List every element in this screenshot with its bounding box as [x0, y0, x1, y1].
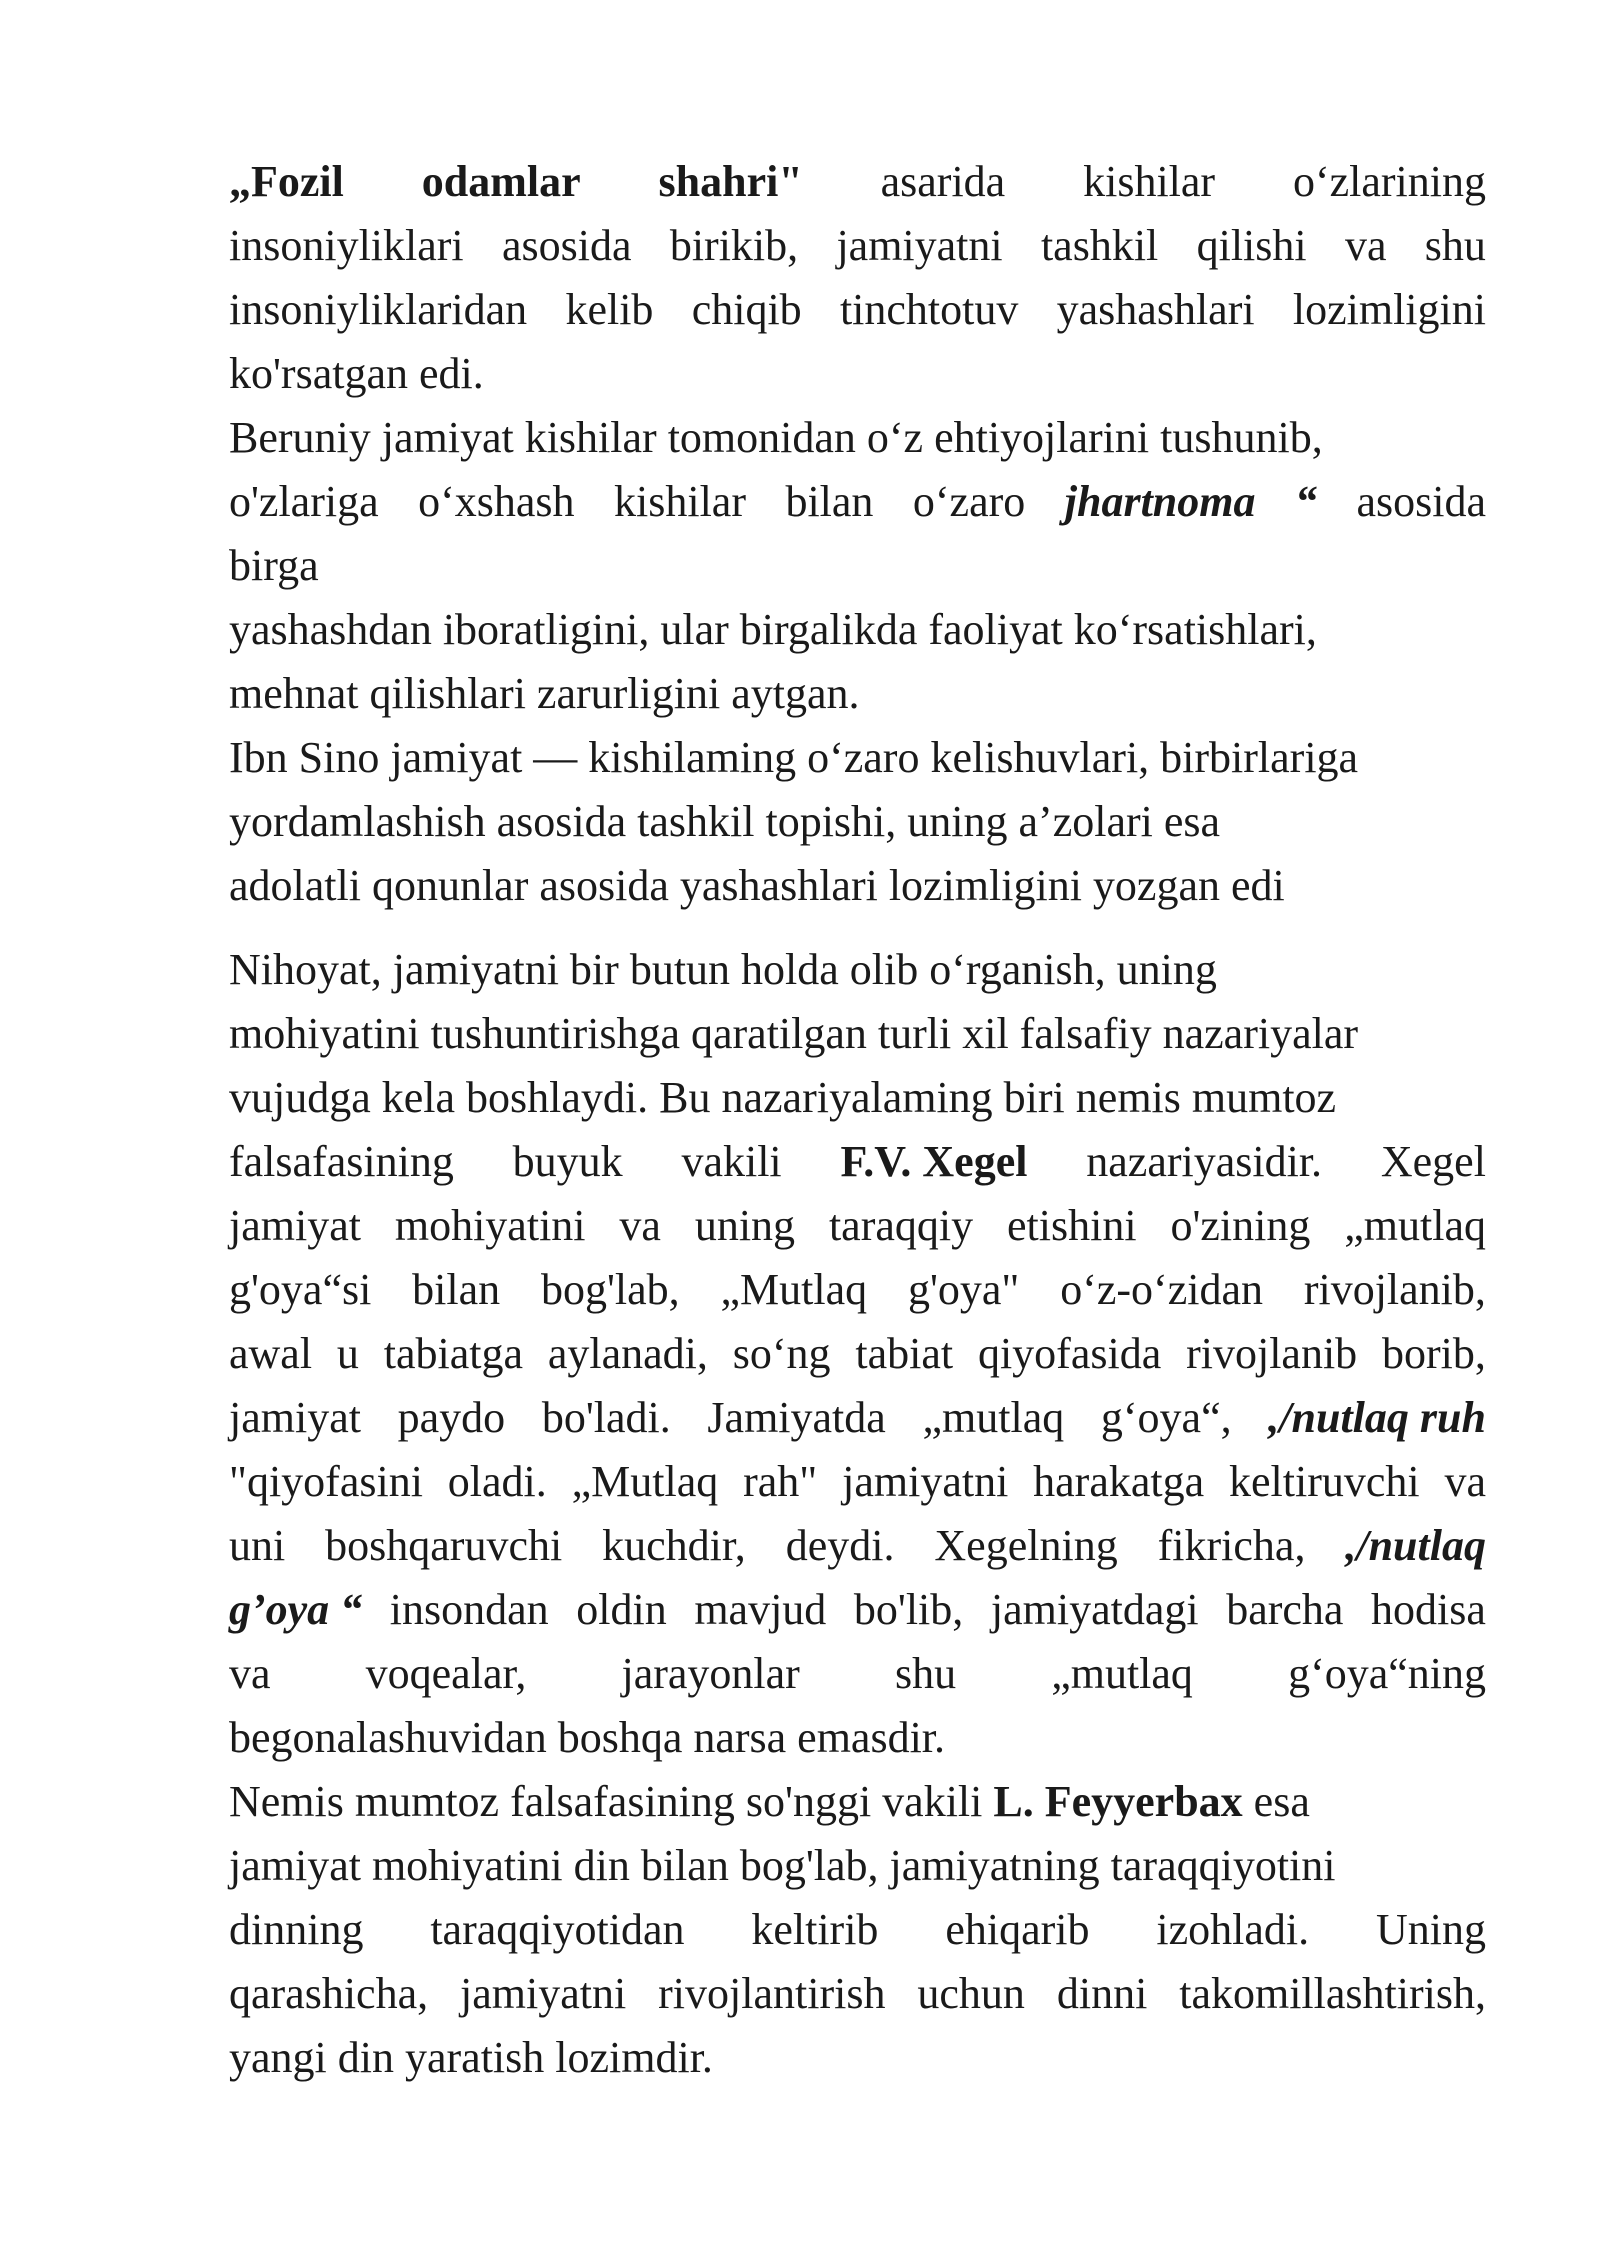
text-run: vujudga kela boshlaydi. Bu nazariyalaming biri nemis mumtoz [229, 1073, 1337, 1122]
emphasized-text: F.V. Xegel [840, 1137, 1028, 1186]
text-run: qilishi [1196, 221, 1307, 270]
text-run: tabiat [855, 1329, 954, 1378]
text-line [229, 534, 1486, 598]
text-line [229, 1258, 1486, 1322]
text-run: g'oya" [907, 1265, 1020, 1314]
text-run: jamiyatdagi [990, 1585, 1199, 1634]
text-line [229, 1002, 1486, 1066]
text-run: Xegel [1380, 1137, 1486, 1186]
text-run: awal [229, 1329, 313, 1378]
text-line [229, 598, 1486, 662]
text-line [229, 1386, 1486, 1450]
text-line [229, 1834, 1486, 1898]
text-run: o'zlariga [229, 477, 379, 526]
text-run: borib, [1382, 1329, 1486, 1378]
emphasized-text: shahri" [658, 157, 803, 206]
text-line [229, 1962, 1486, 2026]
text-run: qiyofasida [977, 1329, 1162, 1378]
text-line [229, 662, 1486, 726]
text-run: uchun [917, 1969, 1025, 2018]
text-run: shu [894, 1649, 957, 1698]
text-run: „mutlaq [1051, 1649, 1193, 1698]
text-run: mohiyatini tushuntirishga qaratilgan turli xil falsafiy nazariyalar [229, 1009, 1359, 1058]
text-run: „Mutlaq [720, 1265, 868, 1314]
text-run: yashashdan iboratligini, ular birgalikda faoliyat ko‘rsatishlari, [229, 605, 1317, 654]
text-run: deydi. [785, 1521, 895, 1570]
text-run: jamiyat [229, 1393, 361, 1442]
text-run: rivojlantirish [658, 1969, 886, 2018]
text-run: paydo [397, 1393, 506, 1442]
text-run: „mutlaq [1344, 1201, 1486, 1250]
text-line [229, 1194, 1486, 1258]
text-run: chiqib [691, 285, 802, 334]
emphasized-text: g’oya “ [229, 1585, 363, 1634]
text-run: hodisa [1371, 1585, 1486, 1634]
text-run: o‘z-o‘zidan [1060, 1265, 1263, 1314]
text-run: kishilar [614, 477, 746, 526]
text-run: kelib [565, 285, 654, 334]
emphasized-text: odamlar [421, 157, 581, 206]
text-run: izohladi. [1156, 1905, 1310, 1954]
text-run: taraqqiy [828, 1201, 974, 1250]
text-run: jamiyatni [842, 1457, 1009, 1506]
text-run: etishini [1007, 1201, 1137, 1250]
text-run: g‘oya“, [1100, 1393, 1232, 1442]
text-run: keltiruvchi [1228, 1457, 1420, 1506]
text-run: Nihoyat, jamiyatni bir butun holda olib o‘rganish, uning [229, 945, 1217, 994]
text-run: rivojlanib, [1303, 1265, 1486, 1314]
text-run: o‘xshash [418, 477, 575, 526]
text-run: jamiyatni [460, 1969, 627, 2018]
text-run: va [1344, 221, 1387, 270]
text-run: va [619, 1201, 661, 1250]
text-run: va [1444, 1457, 1486, 1506]
text-run: yordamlashish asosida tashkil topishi, uning a’zolari esa [229, 797, 1221, 846]
text-run: uning [694, 1201, 796, 1250]
paragraph-group-2 [229, 938, 1486, 2090]
text-run: birikib, [669, 221, 799, 270]
text-line [229, 1706, 1486, 1770]
text-run: keltirib [751, 1905, 879, 1954]
text-run: barcha [1226, 1585, 1344, 1634]
paragraph-group-1 [229, 150, 1486, 918]
text-run: kishilar [1083, 157, 1216, 206]
text-run: mehnat qilishlari zarurligini aytgan. [229, 669, 860, 718]
text-run: harakatga [1033, 1457, 1205, 1506]
emphasized-text: „Fozil [229, 157, 344, 206]
text-line [229, 342, 1486, 406]
text-run: asosida [1356, 477, 1486, 526]
text-run: esa [1242, 1777, 1310, 1826]
text-run: g‘oya“ning [1288, 1649, 1486, 1698]
text-run: mohiyatini [394, 1201, 586, 1250]
text-run: Uning [1375, 1905, 1486, 1954]
text-run: „Mutlaq [571, 1457, 719, 1506]
text-run: jamiyat [229, 1201, 361, 1250]
text-run: qarashicha, [229, 1969, 429, 2018]
text-line [229, 1578, 1486, 1642]
text-line [229, 406, 1486, 470]
text-run: shu [1424, 221, 1486, 270]
text-run: lozimligini [1292, 285, 1486, 334]
text-run: ko'rsatgan edi. [229, 349, 484, 398]
text-run: „mutlaq [922, 1393, 1065, 1442]
text-run: mavjud [694, 1585, 827, 1634]
text-run: insoniyliklaridan [229, 285, 528, 334]
text-run: insoniyliklari [229, 221, 464, 270]
text-run: jamiyat mohiyatini din bilan bog'lab, jamiyatning taraqqiyotini [229, 1841, 1336, 1890]
emphasized-text: ,/nutlaq ruh [1268, 1393, 1486, 1442]
text-line [229, 1130, 1486, 1194]
text-run: o‘zlarining [1292, 157, 1486, 206]
text-line [229, 2026, 1486, 2090]
text-run: birga [229, 541, 319, 590]
text-run: bo'lib, [853, 1585, 964, 1634]
text-line [229, 726, 1486, 790]
text-run: o‘zaro [912, 477, 1026, 526]
text-run: buyuk [512, 1137, 623, 1186]
text-run: Beruniy jamiyat kishilar tomonidan o‘z ehtiyojlarini tushunib, [229, 413, 1323, 462]
text-run: taraqqiyotidan [430, 1905, 685, 1954]
text-run: dinni [1056, 1969, 1148, 2018]
text-run: asarida [880, 157, 1006, 206]
text-run: vakili [681, 1137, 782, 1186]
text-run: Ibn Sino jamiyat — kishilaming o‘zaro kelishuvlari, birbirlariga [229, 733, 1359, 782]
text-line [229, 1770, 1486, 1834]
text-run: Jamiyatda [707, 1393, 886, 1442]
emphasized-text: “ [1294, 477, 1317, 526]
text-run: Xegelning [934, 1521, 1118, 1570]
text-run: ehiqarib [945, 1905, 1090, 1954]
text-line [229, 1642, 1486, 1706]
text-run: asosida [501, 221, 632, 270]
text-run: yangi din yaratish lozimdir. [229, 2033, 713, 2082]
text-run: kuchdir, [602, 1521, 746, 1570]
text-run: so‘ng [732, 1329, 831, 1378]
text-run: falsafasining [229, 1137, 454, 1186]
text-line [229, 1898, 1486, 1962]
text-line [229, 470, 1486, 534]
text-run: bo'ladi. [541, 1393, 671, 1442]
text-run: dinning [229, 1905, 364, 1954]
text-run: tashkil [1040, 221, 1159, 270]
text-run: fikricha, [1157, 1521, 1306, 1570]
text-run: uni [229, 1521, 286, 1570]
text-run: g'oya“si [229, 1265, 372, 1314]
text-run: insondan [389, 1585, 549, 1634]
text-run: u [336, 1329, 359, 1378]
text-run: Nemis mumtoz falsafasining so'nggi vakili [229, 1777, 994, 1826]
text-line [229, 278, 1486, 342]
text-run: tinchtotuv [839, 285, 1019, 334]
text-run: aylanadi, [547, 1329, 708, 1378]
text-line [229, 938, 1486, 1002]
emphasized-text: ,/nutlaq [1345, 1521, 1486, 1570]
text-run: bog'lab, [540, 1265, 680, 1314]
text-run: va [229, 1649, 271, 1698]
emphasized-text: jhartnoma [1064, 477, 1256, 526]
text-line [229, 214, 1486, 278]
text-line [229, 790, 1486, 854]
text-run: tabiatga [383, 1329, 524, 1378]
text-run: takomillashtirish, [1179, 1969, 1486, 2018]
text-run: begonalashuvidan boshqa narsa emasdir. [229, 1713, 946, 1762]
emphasized-text: L. Feyyerbax [993, 1777, 1243, 1826]
text-line [229, 150, 1486, 214]
text-run: nazariyasidir. [1086, 1137, 1323, 1186]
text-run: adolatli qonunlar asosida yashashlari lozimligini yozgan edi [229, 861, 1285, 910]
text-run: rivojlanib [1186, 1329, 1358, 1378]
text-run: oladi. [447, 1457, 547, 1506]
text-line [229, 1322, 1486, 1386]
text-run: jamiyatni [836, 221, 1003, 270]
text-line [229, 854, 1486, 918]
text-run: yashashlari [1056, 285, 1255, 334]
text-run: oldin [576, 1585, 667, 1634]
text-run: voqealar, [365, 1649, 527, 1698]
text-run: "qiyofasini [229, 1457, 423, 1506]
text-run: boshqaruvchi [325, 1521, 563, 1570]
text-line [229, 1514, 1486, 1578]
text-run: o'zining [1170, 1201, 1311, 1250]
text-line [229, 1450, 1486, 1514]
text-run: bilan [785, 477, 874, 526]
text-run: jarayonlar [621, 1649, 800, 1698]
text-run: bilan [412, 1265, 501, 1314]
text-run: rah" [743, 1457, 818, 1506]
text-line [229, 1066, 1486, 1130]
